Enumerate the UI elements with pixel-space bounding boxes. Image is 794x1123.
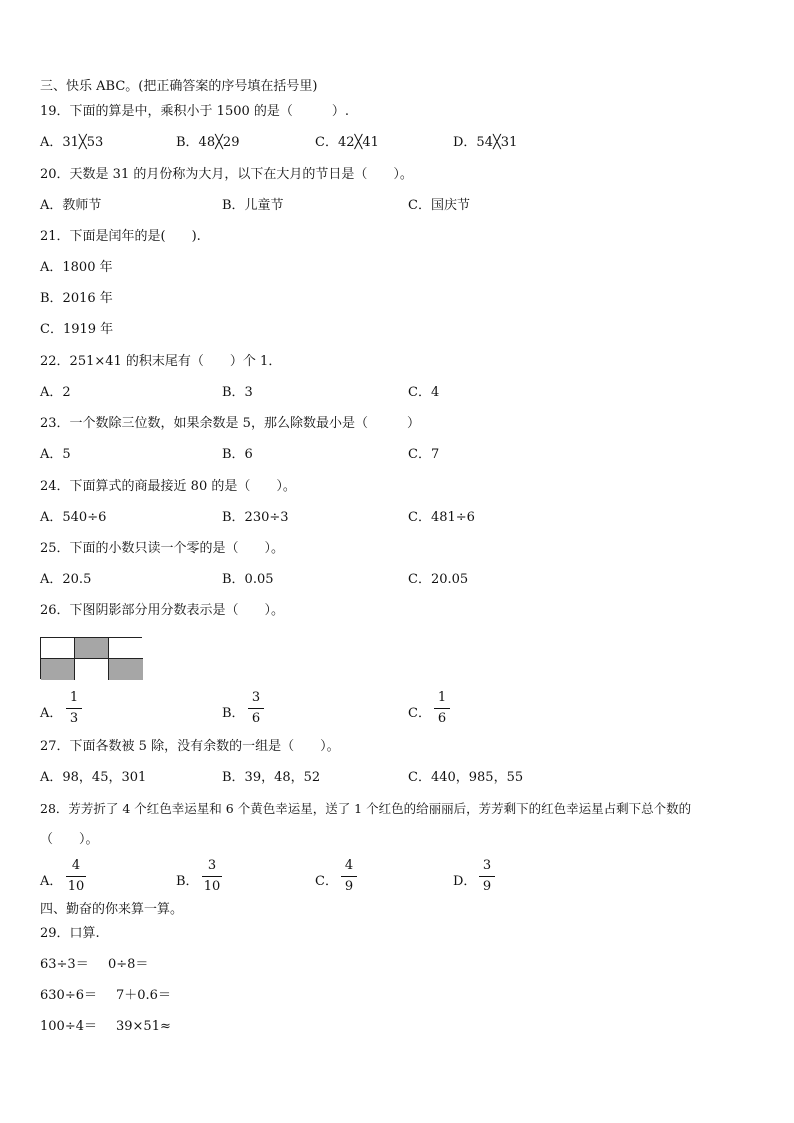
- q20-option-b: B．儿童节: [222, 198, 284, 213]
- question-23-stem: 23．一个数除三位数，如果余数是 5，那么除数最小是（ ）: [40, 416, 420, 431]
- calc-item: 630÷6＝: [40, 988, 97, 1003]
- q19-option-b: B．48╳29: [176, 135, 240, 150]
- grid-cell-shaded: [109, 659, 143, 680]
- question-28-stem-continued: （ ）。: [40, 832, 99, 847]
- question-24-stem: 24．下面算式的商最接近 80 的是（ ）。: [40, 479, 296, 494]
- fraction-bar: [479, 876, 495, 877]
- fraction: [479, 858, 495, 895]
- denominator: 6: [251, 711, 261, 726]
- question-29-stem: 29．口算.: [40, 926, 100, 941]
- fraction-bar: [341, 876, 357, 877]
- q24-option-c: C．481÷6: [408, 510, 475, 525]
- question-19-stem: 19．下面的算是中，乘积小于 1500 的是（ ）.: [40, 104, 350, 119]
- numerator: 1: [437, 690, 447, 705]
- fraction: [434, 690, 450, 727]
- question-26-stem: 26．下图阴影部分用分数表示是（ ）。: [40, 603, 285, 618]
- option-label: D．: [453, 874, 477, 889]
- fraction: [202, 858, 222, 895]
- option-label: C．: [315, 874, 338, 889]
- fraction: [248, 690, 264, 727]
- q22-option-a: A．2: [40, 385, 71, 400]
- q27-option-b: B．39，48，52: [222, 770, 321, 785]
- calc-item: 63÷3＝: [40, 957, 89, 972]
- q24-option-b: B．230÷3: [222, 510, 289, 525]
- q22-option-b: B．3: [222, 385, 253, 400]
- question-20-stem: 20．天数是 31 的月份称为大月，以下在大月的节日是（ ）。: [40, 167, 413, 182]
- q27-option-c: C．440，985，55: [408, 770, 524, 785]
- section-title: 三、快乐 ABC。(把正确答案的序号填在括号里): [40, 79, 318, 94]
- calc-item: 100÷4＝: [40, 1019, 97, 1034]
- calc-item: 0÷8＝: [108, 957, 149, 972]
- q23-option-c: C．7: [408, 447, 440, 462]
- numerator: 4: [344, 858, 354, 873]
- grid-cell: [75, 659, 109, 680]
- question-21-stem: 21．下面是闰年的是( ).: [40, 229, 201, 244]
- numerator: 3: [207, 858, 217, 873]
- option-label: B．: [222, 706, 245, 721]
- denominator: 10: [67, 879, 85, 894]
- q24-option-a: A．540÷6: [40, 510, 107, 525]
- fraction-bar: [202, 876, 222, 877]
- numerator: 4: [71, 858, 81, 873]
- fraction: [341, 858, 357, 895]
- option-label: A．: [40, 874, 63, 889]
- numerator: 1: [69, 690, 79, 705]
- q22-option-c: C．4: [408, 385, 440, 400]
- denominator: 9: [344, 879, 354, 894]
- q25-option-c: C．20.05: [408, 572, 469, 587]
- q23-option-b: B．6: [222, 447, 253, 462]
- denominator: 10: [203, 879, 221, 894]
- fraction: [66, 858, 86, 895]
- section-title: 四、勤奋的你来算一算。: [40, 902, 184, 917]
- fraction-bar: [248, 708, 264, 709]
- denominator: 9: [482, 879, 492, 894]
- q20-option-a: A．教师节: [40, 198, 102, 213]
- calc-item: 39×51≈: [116, 1019, 171, 1034]
- q27-option-a: A．98，45，301: [40, 770, 147, 785]
- q19-option-c: C．42╳41: [315, 135, 379, 150]
- fraction-bar: [434, 708, 450, 709]
- option-label: A．: [40, 706, 63, 721]
- option-label: C．: [408, 706, 431, 721]
- q25-option-a: A．20.5: [40, 572, 92, 587]
- q21-option-c: C．1919 年: [40, 322, 114, 337]
- question-25-stem: 25．下面的小数只读一个零的是（ ）。: [40, 541, 285, 556]
- fraction-bar: [66, 708, 82, 709]
- grid-cell: [41, 638, 75, 659]
- grid-cell: [109, 638, 143, 659]
- fraction-bar: [66, 876, 86, 877]
- denominator: 6: [437, 711, 447, 726]
- fraction: [66, 690, 82, 727]
- grid-cell-shaded: [41, 659, 75, 680]
- question-27-stem: 27．下面各数被 5 除，没有余数的一组是（ ）。: [40, 739, 340, 754]
- q23-option-a: A．5: [40, 447, 71, 462]
- q25-option-b: B．0.05: [222, 572, 274, 587]
- denominator: 3: [69, 711, 79, 726]
- q19-option-d: D．54╳31: [453, 135, 518, 150]
- question-28-stem: 28．芳芳折了 4 个红色幸运星和 6 个黄色幸运星，送了 1 个红色的给丽丽后，芳芳剩下的红色幸运星占剩下总个数的: [40, 801, 692, 816]
- calc-item: 7＋0.6＝: [116, 988, 171, 1003]
- grid-cell-shaded: [75, 638, 109, 659]
- q20-option-c: C．国庆节: [408, 198, 470, 213]
- option-label: B．: [176, 874, 199, 889]
- question-22-stem: 22．251×41 的积末尾有（ ）个 1．: [40, 354, 282, 369]
- q21-option-b: B．2016 年: [40, 291, 113, 306]
- shaded-grid-figure: [40, 637, 142, 679]
- numerator: 3: [251, 690, 261, 705]
- q19-option-a: A．31╳53: [40, 135, 104, 150]
- numerator: 3: [482, 858, 492, 873]
- q21-option-a: A．1800 年: [40, 260, 113, 275]
